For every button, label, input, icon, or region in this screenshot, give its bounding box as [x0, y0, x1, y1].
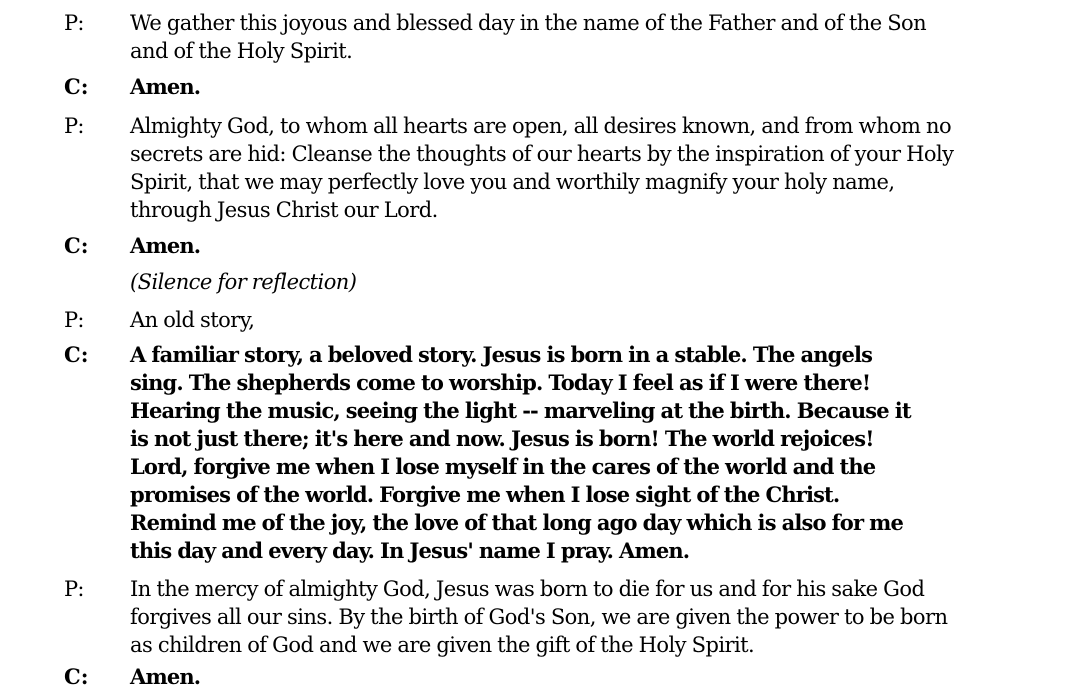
- text-line: Amen.: [130, 233, 201, 258]
- entry-text: [130, 232, 1030, 260]
- entry-text: [130, 112, 1030, 224]
- speaker-label: P:: [64, 114, 85, 138]
- text-line: this day and every day. In Jesus' name I pray. Amen.: [130, 538, 690, 563]
- speaker-label: P:: [64, 577, 85, 601]
- entry-text: [130, 663, 1030, 691]
- rubric-line: (Silence for reflection): [130, 270, 357, 294]
- text-line: Lord, forgive me when I lose myself in the cares of the world and the: [130, 454, 876, 479]
- entry-text: [130, 9, 1030, 65]
- entry-text: [130, 73, 1030, 101]
- text-line: promises of the world. Forgive me when I lose sight of the Christ.: [130, 482, 840, 507]
- text-line: Remind me of the joy, the love of that long ago day which is also for me: [130, 510, 903, 535]
- speaker-label: C:: [64, 664, 89, 689]
- text-line: through Jesus Christ our Lord.: [130, 198, 438, 222]
- entry-text: [130, 341, 1030, 565]
- speaker-label: P:: [64, 11, 85, 35]
- speaker-label: P:: [64, 308, 85, 332]
- text-line: is not just there; it's here and now. Jesus is born! The world rejoices!: [130, 426, 874, 451]
- speaker-label: C:: [64, 74, 89, 99]
- text-line: sing. The shepherds come to worship. Today I feel as if I were there!: [130, 370, 871, 395]
- entry-text: [130, 306, 1030, 334]
- text-line: as children of God and we are given the gift of the Holy Spirit.: [130, 633, 755, 657]
- text-line: Amen.: [130, 664, 201, 689]
- entry-text: [130, 268, 1030, 296]
- entry-text: [130, 575, 1030, 659]
- text-line: A familiar story, a beloved story. Jesus is born in a stable. The angels: [130, 342, 873, 367]
- speaker-label: C:: [64, 233, 89, 258]
- text-line: and of the Holy Spirit.: [130, 39, 353, 63]
- text-line: Hearing the music, seeing the light -- marveling at the birth. Because it: [130, 398, 911, 423]
- text-line: secrets are hid: Cleanse the thoughts of our hearts by the inspiration of your Holy: [130, 142, 954, 166]
- speaker-label: C:: [64, 342, 89, 367]
- text-line: Amen.: [130, 74, 201, 99]
- text-line: forgives all our sins. By the birth of God's Son, we are given the power to be born: [130, 605, 948, 629]
- text-line: Spirit, that we may perfectly love you and worthily magnify your holy name,: [130, 170, 895, 194]
- text-line: Almighty God, to whom all hearts are open, all desires known, and from whom no: [130, 114, 952, 138]
- text-line: An old story,: [130, 308, 255, 332]
- text-line: We gather this joyous and blessed day in the name of the Father and of the Son: [130, 11, 927, 35]
- text-line: In the mercy of almighty God, Jesus was born to die for us and for his sake God: [130, 577, 925, 601]
